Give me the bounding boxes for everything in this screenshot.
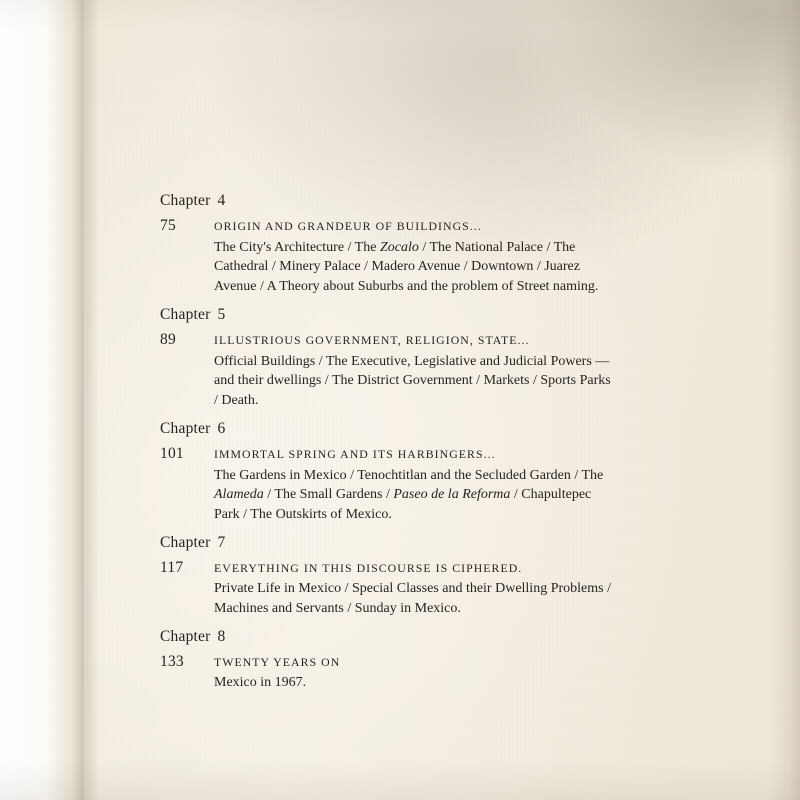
- page-number: 133: [160, 652, 184, 670]
- chapter-label: Chapter: [160, 306, 211, 324]
- toc-entry-row: [160, 559, 630, 618]
- entry-title: EVERYTHING IN THIS DISCOURSE IS CIPHERED.: [214, 561, 523, 576]
- entry-title: ORIGIN AND GRANDEUR OF BUILDINGS...: [214, 219, 482, 233]
- toc-entry-body: [214, 654, 630, 692]
- entry-title: ILLUSTRIOUS GOVERNMENT, RELIGION, STATE...: [214, 333, 530, 348]
- toc-entry: [160, 420, 630, 524]
- chapter-label: Chapter: [160, 534, 211, 552]
- toc-entry: [160, 534, 630, 618]
- chapter-label: Chapter: [160, 420, 211, 438]
- entry-description: The City's Architecture / The Zocalo / The National Palace / The Cathedral / Minery Palace / Madero Avenue / Downtown / Juarez Avenue / A Theory about Suburbs and the problem of Street naming.: [214, 240, 599, 294]
- page-number: 89: [160, 331, 176, 349]
- toc-entry: [160, 192, 630, 296]
- chapter-number: 8: [217, 627, 226, 645]
- toc-entry-body: [214, 446, 630, 524]
- entry-title: TWENTY YEARS ON: [214, 654, 341, 669]
- chapter-heading: [160, 192, 630, 210]
- page-edge-top: [0, 0, 800, 30]
- toc-entry: [160, 628, 630, 692]
- page-edge-bottom: [0, 760, 800, 800]
- page-number: 117: [160, 559, 184, 577]
- toc-entry-row: [160, 653, 630, 692]
- chapter-number: 4: [217, 192, 226, 209]
- toc-entry-body: [214, 218, 630, 296]
- table-of-contents: [160, 192, 630, 702]
- page-number: 75: [160, 217, 176, 234]
- page-number: 101: [160, 445, 184, 463]
- toc-entry-body: [214, 560, 630, 618]
- toc-entry-row: [160, 217, 630, 296]
- chapter-number: 7: [217, 534, 226, 552]
- toc-entry-row: [160, 331, 630, 410]
- chapter-number: 5: [217, 306, 226, 324]
- entry-title: IMMORTAL SPRING AND ITS HARBINGERS...: [214, 447, 496, 462]
- entry-description: Mexico in 1967.: [214, 674, 307, 690]
- toc-entry-row: [160, 445, 630, 524]
- chapter-heading: [160, 420, 630, 438]
- entry-description: Private Life in Mexico / Special Classes and their Dwelling Problems / Machines and Servants / Sunday in Mexico.: [214, 581, 611, 616]
- chapter-heading: [160, 534, 630, 552]
- chapter-heading: [160, 306, 630, 324]
- chapter-number: 6: [217, 420, 226, 438]
- entry-description: The Gardens in Mexico / Tenochtitlan and the Secluded Garden / The Alameda / The Small Gardens / Paseo de la Reforma / Chapultepec Park / The Outskirts of Mexico.: [214, 468, 604, 522]
- page-gutter-shadow: [72, 0, 98, 800]
- toc-entry: [160, 306, 630, 410]
- chapter-label: Chapter: [160, 192, 211, 209]
- chapter-heading: [160, 628, 630, 646]
- chapter-label: Chapter: [160, 627, 211, 645]
- page-edge-right: [770, 0, 800, 800]
- entry-description: Official Buildings / The Executive, Legislative and Judicial Powers — and their dwellings / The District Government / Markets / Sports Parks / Death.: [214, 354, 611, 408]
- toc-entry-body: [214, 332, 630, 410]
